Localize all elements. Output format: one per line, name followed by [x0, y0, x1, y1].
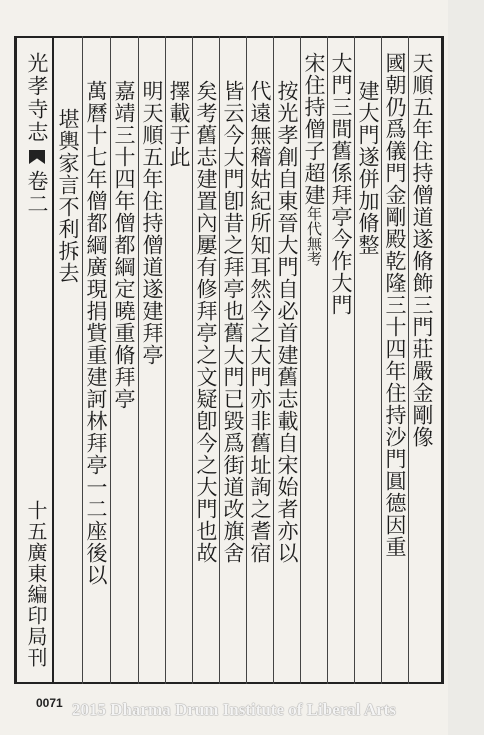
text-column: 堪輿家言不利拆去 [56, 108, 80, 284]
book-title: 光孝寺志 [25, 52, 49, 144]
text-column: 皆云今大門卽昔之拜亭也舊大門已毀爲街道改旗舍 [221, 80, 245, 564]
text-column: 矣考舊志建置內屢有修拜亭之文疑卽今之大門也故 [194, 80, 218, 564]
column-rule [219, 36, 220, 684]
column-rule [52, 36, 54, 684]
inline-note: 年代無考 [305, 206, 323, 266]
fish-tail-mark-icon [29, 150, 45, 164]
text-column: 國朝仍爲儀門金剛殿乾隆三十四年住持沙門圓德因重 [383, 52, 407, 558]
book-title-margin [22, 52, 52, 216]
text-column: 嘉靖三十四年僧都綱定曉重脩拜亭 [112, 80, 136, 410]
text-column: 建大門遂併加脩整 [356, 80, 380, 256]
text-column: 大門三間舊係拜亭今作大門 [329, 52, 353, 316]
leaf-number: 十五 [24, 500, 48, 542]
column-rule [408, 36, 409, 684]
publisher: 廣東編印局刊 [24, 542, 48, 668]
text-column: 擇載于此 [167, 80, 191, 168]
page-number: 0071 [36, 696, 63, 710]
column-rule [110, 36, 111, 684]
page-gutter [448, 0, 484, 735]
text-column: 明天順五年住持僧道遂建拜亭 [140, 80, 164, 366]
watermark: 2015 Dharma Drum Institute of Liberal Arts [72, 700, 396, 719]
text-column: 代遠無稽姑紀所知耳然今之大門亦非舊址詢之耆宿 [248, 80, 272, 564]
column-rule [138, 36, 139, 684]
column-rule [82, 36, 83, 684]
column-rule [300, 36, 301, 684]
publisher-margin [22, 500, 51, 668]
column-rule [273, 36, 274, 684]
column-rule [381, 36, 382, 684]
column-text: 宋住持僧子超建 [302, 52, 326, 206]
text-column [303, 52, 324, 266]
column-rule [192, 36, 193, 684]
column-rule [165, 36, 166, 684]
column-rule [246, 36, 247, 684]
column-rule [327, 36, 328, 684]
text-column: 天順五年住持僧道遂脩飾三門莊嚴金剛像 [410, 52, 434, 448]
volume-label: 卷二 [25, 170, 49, 216]
column-rule [354, 36, 355, 684]
text-column: 萬曆十七年僧都綱廣現捐貲重建訶林拜亭一二座後以 [84, 80, 108, 586]
text-column: 按光孝創自東晉大門自必首建舊志載自宋始者亦以 [275, 80, 299, 564]
